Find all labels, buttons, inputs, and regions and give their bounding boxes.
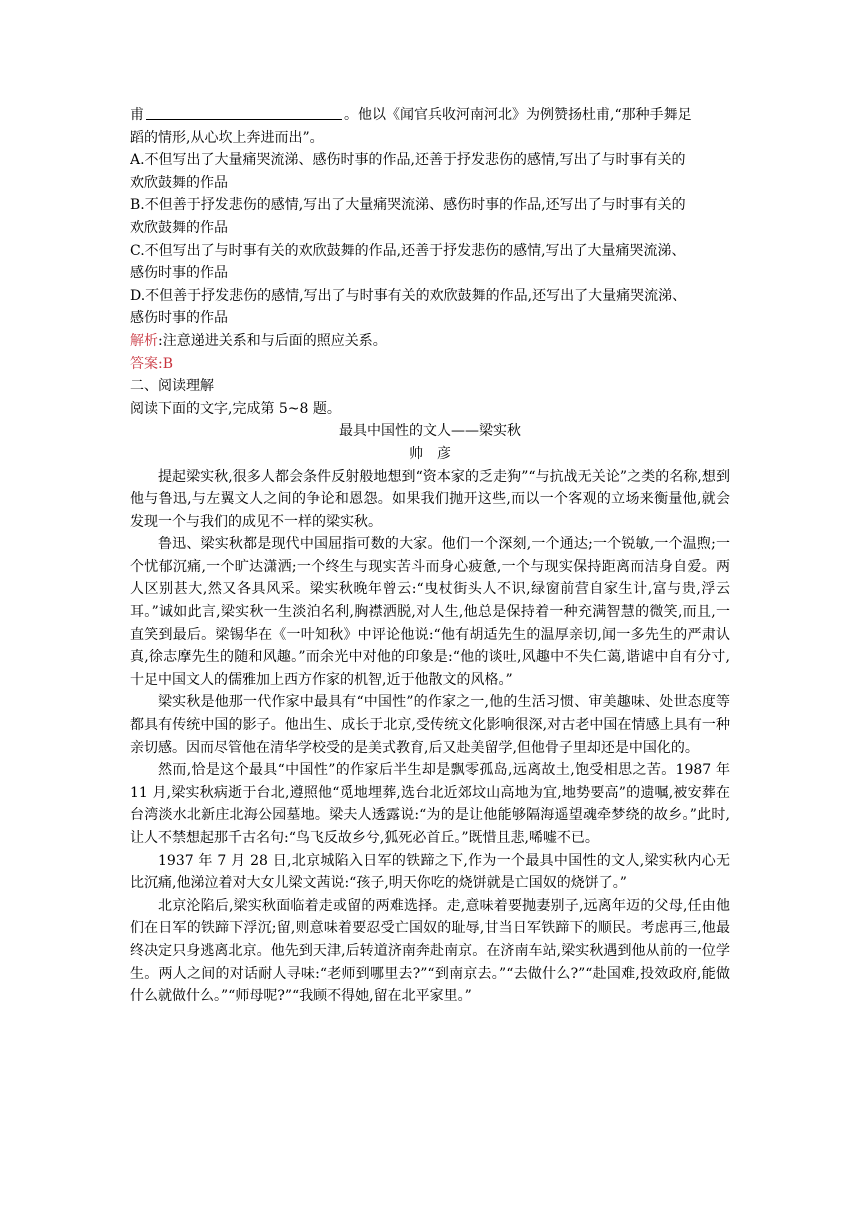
option-b-line1: B.不但善于抒发悲伤的感情,写出了大量痛哭流涕、感伤时事的作品,还写出了与时事有关的	[130, 197, 686, 214]
answer-text: :B	[158, 355, 174, 372]
article-author: 帅彦	[409, 445, 465, 462]
analysis-text: :注意递进关系和与后面的照应关系。	[158, 332, 387, 349]
option-a-line2: 欢欣鼓舞的作品	[130, 174, 228, 191]
question-stem-line2: 蹈的情形,从心坎上奔进而出”。	[130, 129, 324, 146]
section-instruction: 阅读下面的文字,完成第 5~8 题。	[130, 400, 341, 417]
option-d-line1: D.不但善于抒发悲伤的感情,写出了与时事有关的欢欣鼓舞的作品,还写出了大量痛哭流涕、	[130, 287, 687, 304]
article-paragraph-4: 然而,恰是这个最具“中国性”的作家后半生却是飘零孤岛,远离故土,饱受相思之苦。1987 年 11 月,梁实秋病逝于台北,遵照他“觅地埋葬,选台北近郊坟山高地为宜,地势要高”的遗嘱,被安葬在台湾淡水北新庄北海公园墓地。梁夫人透露说:“为的是让他能够隔海遥望魂牵梦绕的故乡。”此时,让人不禁想起那千古名句:“鸟飞反故乡兮,狐死必首丘。”既惜且悲,唏嘘不已。	[130, 762, 730, 846]
analysis-line	[130, 330, 730, 353]
document-page	[130, 104, 730, 1008]
article-paragraph-5: 1937 年 7 月 28 日,北京城陷入日军的铁蹄之下,作为一个最具中国性的文人,梁实秋内心无比沉痛,他涕泣着对大女儿梁文茜说:“孩子,明天你吃的烧饼就是亡国奴的烧饼了。”	[130, 852, 730, 892]
answer-label: 答案	[130, 355, 158, 372]
article-paragraph-1: 提起梁实秋,很多人都会条件反射般地想到“资本家的乏走狗”“与抗战无关论”之类的名称,想到他与鲁迅,与左翼文人之间的争论和恩怨。如果我们抛开这些,而以一个客观的立场来衡量他,就会发现一个与我们的成见不一样的梁实秋。	[130, 468, 730, 530]
option-c-line2: 感伤时事的作品	[130, 265, 228, 282]
stem-suffix: 。他以《闻官兵收河南河北》为例赞扬杜甫,“那种手舞足	[344, 107, 692, 123]
article-paragraph-3: 梁实秋是他那一代作家中最具有“中国性”的作家之一,他的生活习惯、审美趣味、处世态度等都具有传统中国的影子。他出生、成长于北京,受传统文化影响很深,对古老中国在情感上具有一种亲切感。因而尽管他在清华学校受的是美式教育,后又赴美留学,但他骨子里却还是中国化的。	[130, 694, 730, 756]
stem-prefix: 甫	[130, 107, 144, 123]
section-heading: 二、阅读理解	[130, 378, 214, 395]
option-a-line1: A.不但写出了大量痛哭流涕、感伤时事的作品,还善于抒发悲伤的感情,写出了与时事有关的	[130, 152, 686, 169]
answer-blank	[146, 105, 342, 120]
option-d-line2: 感伤时事的作品	[130, 310, 228, 327]
option-b-line2: 欢欣鼓舞的作品	[130, 219, 228, 236]
article-paragraph-6: 北京沦陷后,梁实秋面临着走或留的两难选择。走,意味着要抛妻别子,远离年迈的父母,任由他们在日军的铁蹄下浮沉;留,则意味着要忍受亡国奴的耻辱,甘当日军铁蹄下的顺民。考虑再三,他最终决定只身逃离北京。他先到天津,后转道济南奔赴南京。在济南车站,梁实秋遇到他从前的一位学生。两人之间的对话耐人寻味:“老师到哪里去?”“到南京去。”“去做什么?”“赴国难,投效政府,能做什么就做什么。”“师母呢?”“我顾不得她,留在北平家里。”	[130, 897, 730, 1005]
analysis-label: 解析	[130, 332, 158, 349]
article-paragraph-2: 鲁迅、梁实秋都是现代中国屈指可数的大家。他们一个深刻,一个通达;一个锐敏,一个温煦;一个忧郁沉痛,一个旷达潇洒;一个终生与现实苦斗而身心疲惫,一个与现实保持距离而洁身自爱。两人区别甚大,然又各具风采。梁实秋晚年曾云:“曳杖街头人不识,绿窗前营自家生计,富与贵,浮云耳。”诚如此言,梁实秋一生淡泊名利,胸襟洒脱,对人生,他总是保持着一种充满智慧的微笑,而且,一直笑到最后。梁锡华在《一叶知秋》中评论他说:“他有胡适先生的温厚亲切,闻一多先生的严肃认真,徐志摩先生的随和风趣。”而余光中对他的印象是:“他的谈吐,风趣中不失仁蔼,谐谑中自有分寸,十足中国文人的儒雅加上西方作家的机智,近于他散文的风格。”	[130, 536, 730, 688]
article-title: 最具中国性的文人——梁实秋	[339, 423, 521, 440]
answer-line	[130, 353, 730, 376]
option-c-line1: C.不但写出了与时事有关的欢欣鼓舞的作品,还善于抒发悲伤的感情,写出了大量痛哭流涕、	[130, 242, 686, 259]
question-stem-line1	[130, 104, 730, 127]
